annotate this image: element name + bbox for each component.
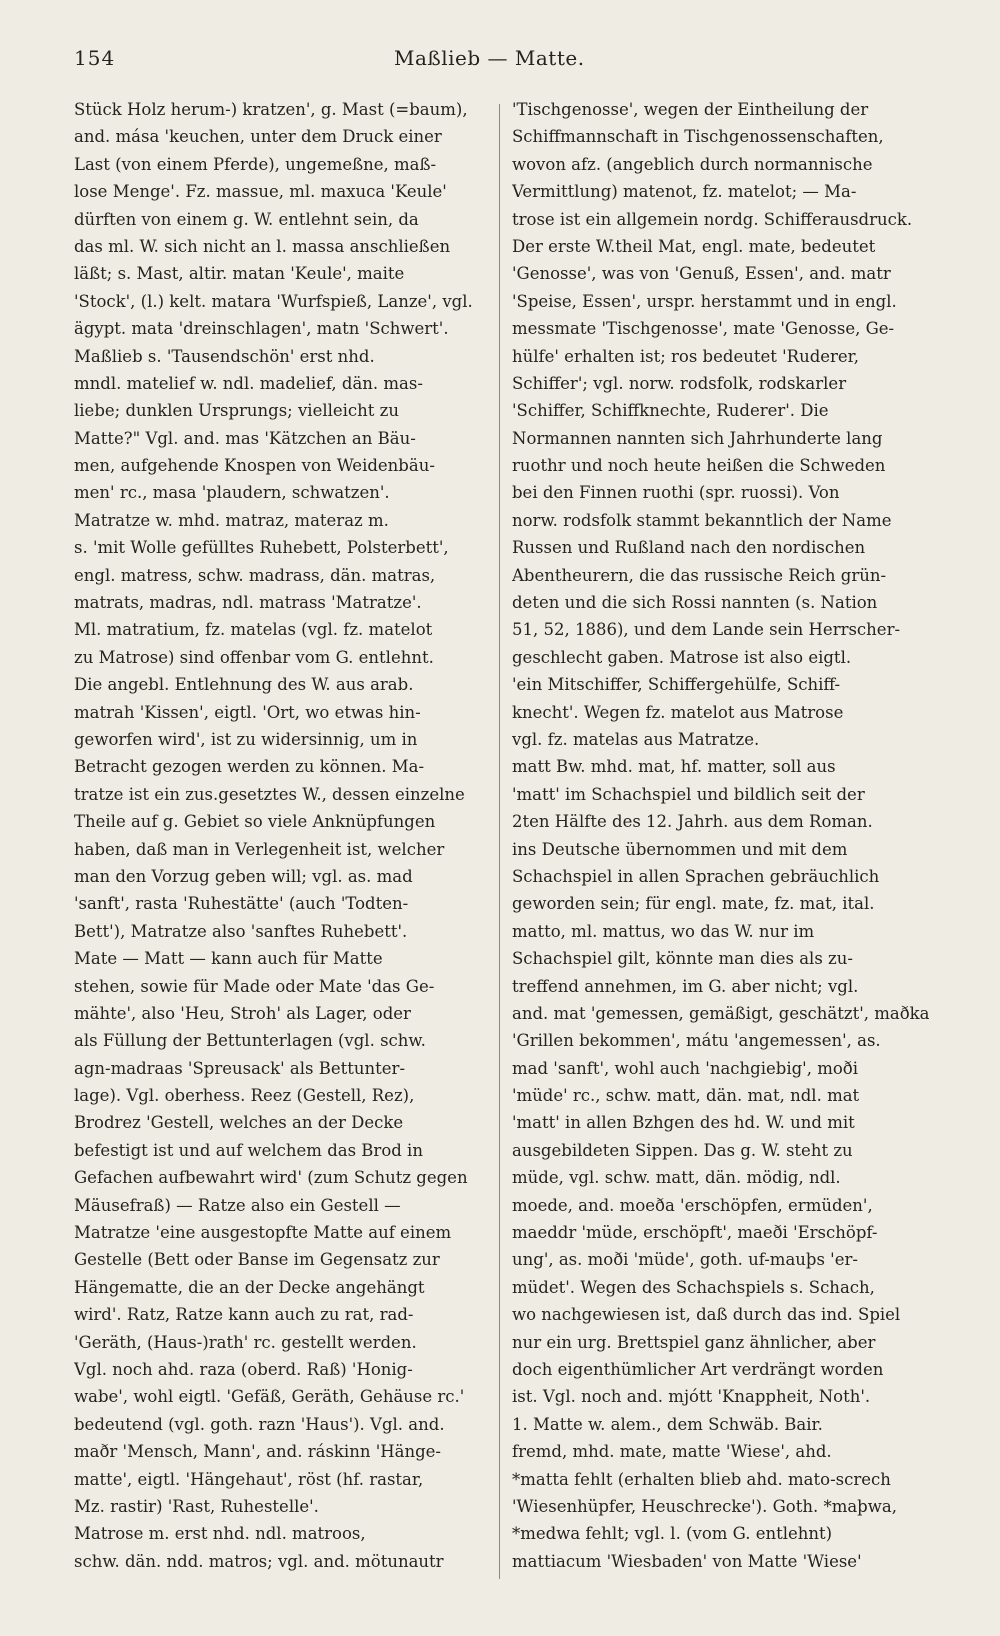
- text-line: ägypt. mata 'dreinschlagen', matn 'Schwert'.: [74, 319, 449, 339]
- text-line: läßt; s. Mast, altir. matan 'Keule', maite: [74, 264, 405, 284]
- text-line: schw. dän. ndd. matros; vgl. and. mötunautr: [74, 1551, 444, 1571]
- text-line: Matratze w. mhd. matraz, materaz m.: [74, 510, 389, 530]
- text-line: geworden sein; für engl. mate, fz. mat, ital.: [512, 894, 875, 914]
- text-line: mad 'sanft', wohl auch 'nachgiebig', moði: [512, 1058, 858, 1078]
- text-line: 'Schiffer, Schiffknechte, Ruderer'. Die: [512, 401, 829, 421]
- text-line: befestigt ist und auf welchem das Brod in: [74, 1140, 423, 1160]
- text-line: maðr 'Mensch, Mann', and. ráskinn 'Hänge-: [74, 1442, 441, 1462]
- text-line: Ml. matratium, fz. matelas (vgl. fz. matelot: [74, 620, 433, 640]
- text-line: Vgl. noch ahd. raza (oberd. Raß) 'Honig-: [74, 1359, 413, 1379]
- text-line: liebe; dunklen Ursprungs; vielleicht zu: [74, 401, 399, 421]
- text-line: *matta fehlt (erhalten blieb ahd. mato-screch: [512, 1469, 891, 1489]
- text-line: Normannen nannten sich Jahrhunderte lang: [512, 428, 883, 448]
- text-line: matte', eigtl. 'Hängehaut', röst (hf. rastar,: [74, 1469, 424, 1489]
- text-line: s. 'mit Wolle gefülltes Ruhebett, Polsterbett',: [74, 538, 449, 558]
- text-line: moede, and. moeða 'erschöpfen, ermüden',: [512, 1195, 873, 1215]
- text-line: Hängematte, die an der Decke angehängt: [74, 1277, 425, 1297]
- text-line: als Füllung der Bettunterlagen (vgl. schw.: [74, 1031, 426, 1051]
- text-line: Maßlieb s. 'Tausendschön' erst nhd.: [74, 346, 375, 366]
- text-line: agn-madraas 'Spreusack' als Bettunter-: [74, 1058, 406, 1078]
- text-line: Stück Holz herum-) kratzen', g. Mast (=baum),: [74, 100, 468, 119]
- text-line: Abentheurern, die das russische Reich grün-: [512, 565, 887, 585]
- text-line: maeddr 'müde, erschöpft', maeði 'Erschöpf-: [512, 1223, 878, 1243]
- text-line: men' rc., masa 'plaudern, schwatzen'.: [74, 483, 390, 503]
- text-line: Bett'), Matratze also 'sanftes Ruhebett'.: [74, 921, 408, 941]
- text-line: müde, vgl. schw. matt, dän. mödig, ndl.: [512, 1168, 841, 1188]
- right-column: [512, 96, 932, 1575]
- text-line: lose Menge'. Fz. massue, ml. maxuca 'Keule': [74, 182, 447, 202]
- text-line: wo nachgewiesen ist, daß durch das ind. Spiel: [512, 1305, 901, 1325]
- text-line: 1. Matte w. alem., dem Schwäb. Bair.: [512, 1414, 823, 1434]
- text-line: 'Wiesenhüpfer, Heuschrecke'). Goth. *maþwa,: [512, 1496, 897, 1516]
- text-line: Schachspiel in allen Sprachen gebräuchlich: [512, 866, 880, 886]
- text-line: Mäusefraß) — Ratze also ein Gestell —: [74, 1195, 401, 1215]
- text-line: and. mat 'gemessen, gemäßigt, geschätzt', maðka: [512, 1003, 930, 1023]
- page-header: [74, 46, 942, 76]
- text-line: wird'. Ratz, Ratze kann auch zu rat, rad-: [74, 1305, 414, 1325]
- text-line: Schiffmannschaft in Tischgenossenschaften,: [512, 127, 884, 147]
- text-line: 'Geräth, (Haus-)rath' rc. gestellt werden.: [74, 1332, 417, 1352]
- text-line: müdet'. Wegen des Schachspiels s. Schach,: [512, 1277, 875, 1297]
- text-line: mähte', also 'Heu, Stroh' als Lager, oder: [74, 1003, 411, 1023]
- text-line: Betracht gezogen werden zu können. Ma-: [74, 757, 425, 777]
- text-line: 'matt' im Schachspiel und bildlich seit der: [512, 784, 865, 804]
- text-line: ist. Vgl. noch and. mjótt 'Knappheit, Noth'.: [512, 1387, 871, 1407]
- left-column: [74, 96, 488, 1575]
- text-line: knecht'. Wegen fz. matelot aus Matrose: [512, 702, 844, 722]
- text-line: and. mása 'keuchen, unter dem Druck einer: [74, 127, 442, 147]
- text-line: mattiacum 'Wiesbaden' von Matte 'Wiese': [512, 1551, 862, 1571]
- text-line: lage). Vgl. oberhess. Reez (Gestell, Rez),: [74, 1086, 415, 1106]
- text-line: Vermittlung) matenot, fz. matelot; — Ma-: [512, 182, 857, 202]
- text-line: trose ist ein allgemein nordg. Schifferausdruck.: [512, 209, 913, 229]
- text-line: nur ein urg. Brettspiel ganz ähnlicher, aber: [512, 1332, 876, 1352]
- text-line: Gefachen aufbewahrt wird' (zum Schutz gegen: [74, 1168, 468, 1188]
- text-line: zu Matrose) sind offenbar vom G. entlehnt.: [74, 647, 434, 667]
- text-line: Theile auf g. Gebiet so viele Anknüpfungen: [74, 812, 436, 832]
- text-line: Brodrez 'Gestell, welches an der Decke: [74, 1113, 404, 1133]
- text-line: geschlecht gaben. Matrose ist also eigtl.: [512, 647, 852, 667]
- text-line: 'Stock', (l.) kelt. matara 'Wurfspieß, Lanze', vgl.: [74, 291, 473, 311]
- text-line: das ml. W. sich nicht an l. massa anschließen: [74, 236, 451, 256]
- text-line: Matratze 'eine ausgestopfte Matte auf einem: [74, 1223, 452, 1243]
- text-line: Die angebl. Entlehnung des W. aus arab.: [74, 675, 414, 695]
- text-line: 51, 52, 1886), und dem Lande sein Herrscher-: [512, 620, 901, 640]
- text-line: 'ein Mitschiffer, Schiffergehülfe, Schiff-: [512, 675, 841, 695]
- column-divider: [499, 104, 500, 1579]
- text-line: Mz. rastir) 'Rast, Ruhestelle'.: [74, 1496, 319, 1516]
- text-line: bei den Finnen ruothi (spr. ruossi). Von: [512, 483, 840, 503]
- text-line: Gestelle (Bett oder Banse im Gegensatz zur: [74, 1250, 440, 1270]
- text-line: ruothr und noch heute heißen die Schweden: [512, 456, 886, 476]
- text-line: mndl. matelief w. ndl. madelief, dän. mas-: [74, 373, 423, 393]
- text-line: matrah 'Kissen', eigtl. 'Ort, wo etwas hin-: [74, 702, 421, 722]
- text-line: 'Speise, Essen', urspr. herstammt und in engl.: [512, 291, 897, 311]
- text-line: Last (von einem Pferde), ungemeßne, maß-: [74, 154, 437, 174]
- text-line: matt Bw. mhd. mat, hf. matter, soll aus: [512, 757, 836, 777]
- text-line: 'Tischgenosse', wegen der Eintheilung der: [512, 100, 869, 119]
- text-line: dürften von einem g. W. entlehnt sein, da: [74, 209, 419, 229]
- text-line: 'sanft', rasta 'Ruhestätte' (auch 'Todten-: [74, 894, 409, 914]
- text-line: wovon afz. (angeblich durch normannische: [512, 154, 873, 174]
- text-line: man den Vorzug geben will; vgl. as. mad: [74, 866, 413, 886]
- text-line: matrats, madras, ndl. matrass 'Matratze'.: [74, 593, 422, 613]
- text-line: tratze ist ein zus.gesetztes W., dessen einzelne: [74, 784, 465, 804]
- text-line: deten und die sich Rossi nannten (s. Nation: [512, 593, 878, 613]
- running-head: Maßlieb — Matte.: [394, 46, 585, 70]
- text-line: 'Grillen bekommen', mátu 'angemessen', as.: [512, 1031, 881, 1051]
- text-line: Schachspiel gilt, könnte man dies als zu-: [512, 949, 853, 969]
- text-line: haben, daß man in Verlegenheit ist, welcher: [74, 839, 445, 859]
- text-line: Russen und Rußland nach den nordischen: [512, 538, 866, 558]
- text-line: ung', as. moði 'müde', goth. uf-mauþs 'er-: [512, 1250, 858, 1270]
- text-line: Matte?" Vgl. and. mas 'Kätzchen an Bäu-: [74, 428, 416, 448]
- text-line: treffend annehmen, im G. aber nicht; vgl.: [512, 976, 859, 996]
- text-line: Der erste W.theil Mat, engl. mate, bedeutet: [512, 236, 876, 256]
- text-line: ausgebildeten Sippen. Das g. W. steht zu: [512, 1140, 853, 1160]
- text-line: *medwa fehlt; vgl. l. (vom G. entlehnt): [512, 1524, 833, 1544]
- text-line: 'matt' in allen Bzhgen des hd. W. und mit: [512, 1113, 855, 1133]
- text-line: norw. rodsfolk stammt bekanntlich der Name: [512, 510, 892, 530]
- text-line: fremd, mhd. mate, matte 'Wiese', ahd.: [512, 1442, 832, 1462]
- text-line: messmate 'Tischgenosse', mate 'Genosse, Ge-: [512, 319, 895, 339]
- text-line: wabe', wohl eigtl. 'Gefäß, Geräth, Gehäuse rc.': [74, 1387, 465, 1407]
- text-line: 2ten Hälfte des 12. Jahrh. aus dem Roman.: [512, 812, 873, 832]
- text-line: geworfen wird', ist zu widersinnig, um in: [74, 729, 418, 749]
- text-line: hülfe' erhalten ist; ros bedeutet 'Ruderer,: [512, 346, 859, 366]
- page-number: 154: [74, 46, 116, 70]
- text-line: stehen, sowie für Made oder Mate 'das Ge-: [74, 976, 435, 996]
- text-line: 'müde' rc., schw. matt, dän. mat, ndl. mat: [512, 1086, 860, 1106]
- text-line: Schiffer'; vgl. norw. rodsfolk, rodskarler: [512, 373, 847, 393]
- text-line: vgl. fz. matelas aus Matratze.: [512, 729, 760, 749]
- text-line: engl. matress, schw. madrass, dän. matras,: [74, 565, 436, 585]
- text-line: doch eigenthümlicher Art verdrängt worden: [512, 1359, 884, 1379]
- text-line: bedeutend (vgl. goth. razn 'Haus'). Vgl. and.: [74, 1414, 445, 1434]
- text-line: ins Deutsche übernommen und mit dem: [512, 839, 848, 859]
- text-line: matto, ml. mattus, wo das W. nur im: [512, 921, 815, 941]
- text-line: Mate — Matt — kann auch für Matte: [74, 949, 383, 969]
- text-line: 'Genosse', was von 'Genuß, Essen', and. matr: [512, 264, 891, 284]
- text-line: men, aufgehende Knospen von Weidenbäu-: [74, 456, 435, 476]
- text-line: Matrose m. erst nhd. ndl. matroos,: [74, 1524, 366, 1544]
